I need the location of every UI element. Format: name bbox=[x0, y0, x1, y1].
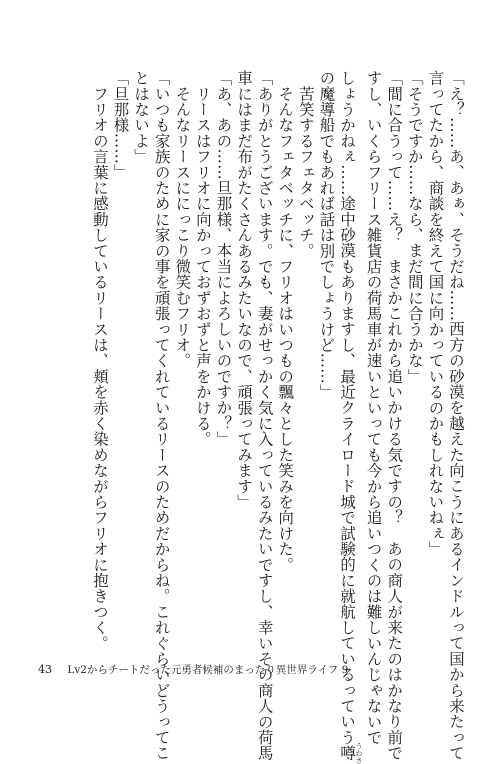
text-line: リースはフリオに向かっておずおずと声をかける。 bbox=[193, 70, 212, 447]
text-line: の魔導船でもあれば話は別でしょうけど……」 bbox=[317, 70, 336, 400]
text-line: 苦笑するフェタベッチ。 bbox=[296, 70, 315, 259]
text-line: 車にはまだ布がたくさんあるみたいなので、頑張ってみます」 bbox=[235, 70, 254, 510]
text-line: しょうかねぇ……途中砂漠もありますし、最近クライロード城で試験的に就航しているっていう噂 うわさ bbox=[338, 70, 364, 764]
text-line: そんなフェタベッチに、フリオはいつもの飄々とした笑みを向けた。 bbox=[276, 70, 295, 573]
ruby-reading: うわさ bbox=[355, 742, 364, 764]
page-footer bbox=[38, 662, 348, 677]
text-line: 「間に合うって……え？ まさかこれから追いかける気ですの？ あの商人が来たのはかなり前で bbox=[385, 70, 404, 761]
text-line: フリオの言葉に感動しているリースは、頬を赤く染めながらフリオに抱きつく。 bbox=[90, 70, 109, 651]
text-line: 「そうですか……なら、まだ間に合うかな」 bbox=[405, 70, 424, 384]
text-line: 言ってたから、商談を終えて国に向かっているのかもしれないねぇ」 bbox=[426, 70, 445, 557]
text-line: 「旦那様……」 bbox=[111, 70, 130, 180]
text-line: 「え？……あ、あぁ、そうだね……西方の砂漠を越えた向こうにあるインドルって国から来たって bbox=[447, 70, 465, 761]
text-line: すし、いくらフリース雑貨店の荷馬車が速いといっても今から追いつくのは難しいんじゃないで bbox=[364, 70, 383, 746]
text-line: 「あ、あの……旦那様、本当によろしいのですか？」 bbox=[214, 70, 233, 447]
ruby-annotation: 噂 うわさ bbox=[338, 742, 364, 764]
text-line: とはないよ」 bbox=[132, 70, 151, 165]
page-number: 43 bbox=[38, 663, 52, 676]
book-title: Lv2からチートだった元勇者候補のまったり異世界ライフ 9 bbox=[67, 664, 349, 676]
text-line: そんなリースににっこり微笑むフリオ。 bbox=[173, 70, 192, 369]
text-line: 「ありがとうございます。でも、妻がせっかく気に入っているみたいですし、幸いその商人の荷馬 bbox=[255, 70, 274, 761]
text-line: 「いつも家族のために家の事を頑張ってくれているリースのためだからね。これぐらいどうってこ bbox=[152, 70, 171, 761]
